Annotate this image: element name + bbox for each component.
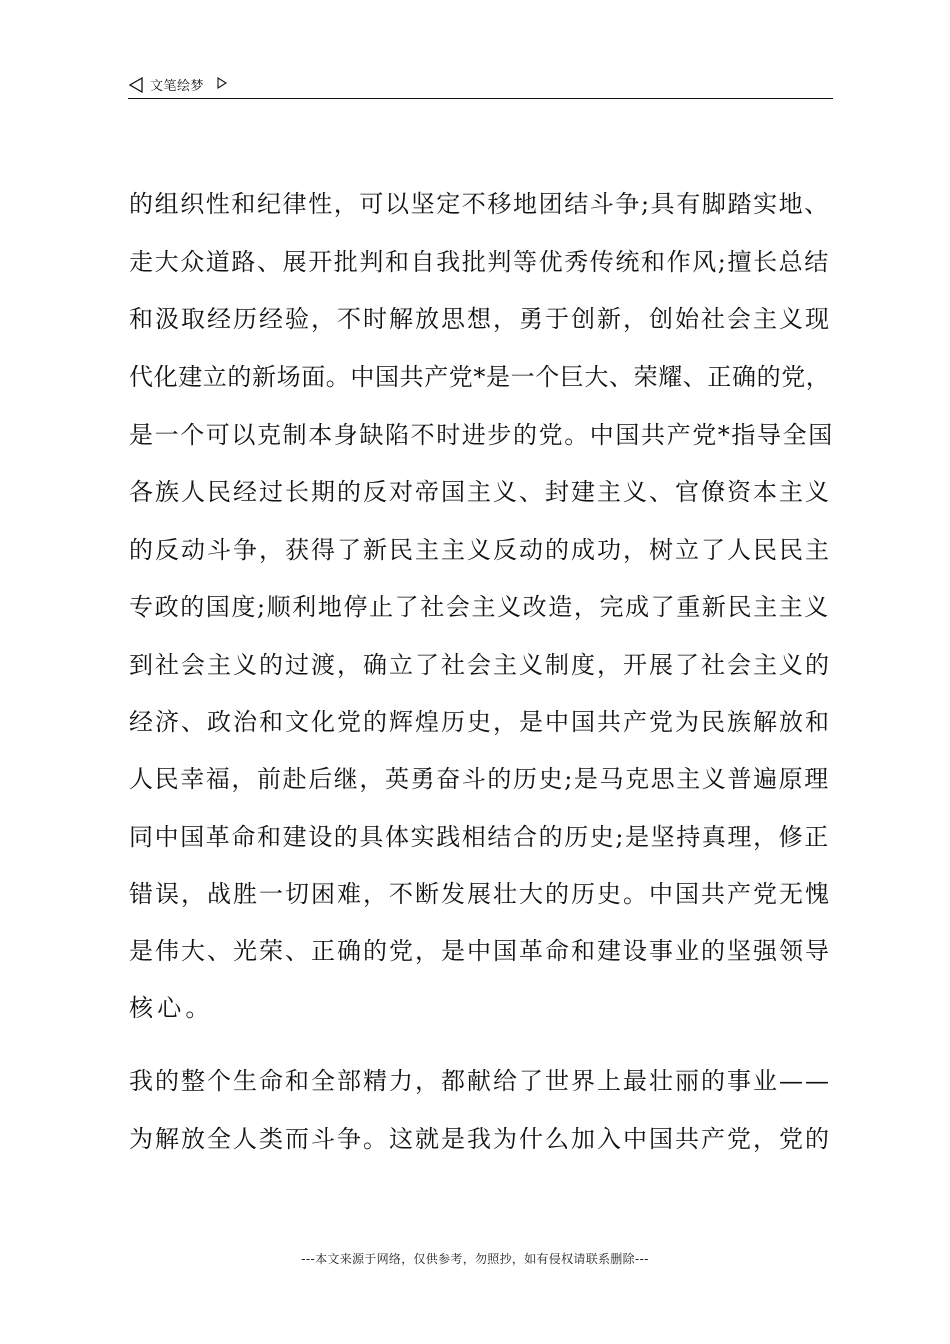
body-line: 代化建立的新场面。中国共产党*是一个巨大、荣耀、正确的党， xyxy=(129,363,831,391)
triangle-left-outline-icon xyxy=(128,77,144,93)
body-line: 是一个可以克制本身缺陷不时进步的党。中国共产党*指导全国 xyxy=(129,421,834,449)
body-line: 经济、政治和文化党的辉煌历史，是中国共产党为民族解放和 xyxy=(129,708,831,736)
source-disclaimer: ---本文来源于网络，仅供参考，勿照抄，如有侵权请联系删除--- xyxy=(301,1252,649,1266)
body-line: 走大众道路、展开批判和自我批判等优秀传统和作风;擅长总结 xyxy=(129,248,830,276)
body-line: 我的整个生命和全部精力，都献给了世界上最壮丽的事业—— xyxy=(129,1067,831,1095)
body-line: 人民幸福，前赴后继，英勇奋斗的历史;是马克思主义普遍原理 xyxy=(129,765,830,793)
body-line: 为解放全人类而斗争。这就是我为什么加入中国共产党，党的 xyxy=(129,1125,831,1153)
body-line: 的反动斗争，获得了新民主主义反动的成功，树立了人民民主 xyxy=(129,536,831,564)
body-line: 的组织性和纪律性，可以坚定不移地团结斗争;具有脚踏实地、 xyxy=(129,190,830,218)
body-line: 错误，战胜一切困难，不断发展壮大的历史。中国共产党无愧 xyxy=(129,880,831,908)
body-line: 核心。 xyxy=(129,994,214,1022)
body-line: 到社会主义的过渡，确立了社会主义制度，开展了社会主义的 xyxy=(129,651,831,679)
header-title: 文笔绘梦 xyxy=(150,79,205,94)
triangle-right-outline-icon xyxy=(217,77,227,89)
body-line: 同中国革命和建设的具体实践相结合的历史;是坚持真理，修正 xyxy=(129,823,830,851)
body-line: 和汲取经历经验，不时解放思想，勇于创新，创始社会主义现 xyxy=(129,305,831,333)
body-line: 专政的国度;顺利地停止了社会主义改造，完成了重新民主主义 xyxy=(129,593,830,621)
body-line: 是伟大、光荣、正确的党，是中国革命和建设事业的坚强领导 xyxy=(129,937,831,965)
page-header xyxy=(128,72,833,99)
body-line: 各族人民经过长期的反对帝国主义、封建主义、官僚资本主义 xyxy=(129,478,831,506)
